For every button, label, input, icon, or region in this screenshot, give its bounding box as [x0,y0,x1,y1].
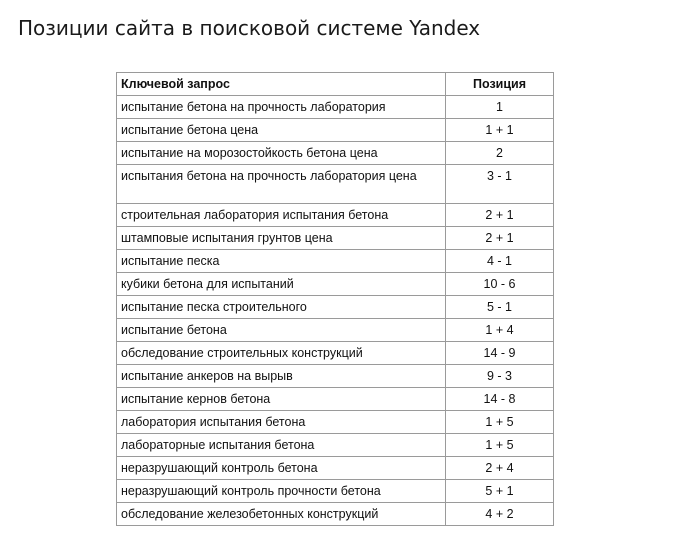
table-row [117,119,554,142]
query-cell: лабораторные испытания бетона [117,434,446,457]
position-cell: 1 + 1 [446,119,554,142]
table-row [117,227,554,250]
positions-table-container [116,72,554,526]
position-cell: 1 + 5 [446,411,554,434]
table-row [117,388,554,411]
query-cell: испытание кернов бетона [117,388,446,411]
query-cell: испытание бетона [117,319,446,342]
query-cell: испытание песка [117,250,446,273]
query-cell: испытание анкеров на вырыв [117,365,446,388]
query-cell: лаборатория испытания бетона [117,411,446,434]
positions-table [116,72,554,526]
table-row [117,365,554,388]
table-row [117,319,554,342]
header-position: Позиция [446,73,554,96]
table-row [117,96,554,119]
table-row [117,434,554,457]
query-cell: испытание бетона на прочность лаборатория [117,96,446,119]
query-cell: обследование железобетонных конструкций [117,503,446,526]
position-cell: 4 + 2 [446,503,554,526]
query-cell: штамповые испытания грунтов цена [117,227,446,250]
table-row [117,296,554,319]
query-cell: испытание бетона цена [117,119,446,142]
position-cell: 14 - 9 [446,342,554,365]
header-keyword-query: Ключевой запрос [117,73,446,96]
position-cell: 5 - 1 [446,296,554,319]
query-cell: кубики бетона для испытаний [117,273,446,296]
table-row [117,480,554,503]
table-row [117,204,554,227]
position-cell: 2 + 1 [446,227,554,250]
table-header-row [117,73,554,96]
table-row [117,342,554,365]
position-cell: 10 - 6 [446,273,554,296]
position-cell: 1 [446,96,554,119]
table-row [117,411,554,434]
table-row [117,165,554,204]
position-cell: 5 + 1 [446,480,554,503]
page-title: Позиции сайта в поисковой системе Yandex [18,16,481,40]
position-cell: 3 - 1 [446,165,554,204]
query-cell: испытание на морозостойкость бетона цена [117,142,446,165]
table-row [117,142,554,165]
query-cell: неразрушающий контроль прочности бетона [117,480,446,503]
query-cell: строительная лаборатория испытания бетона [117,204,446,227]
position-cell: 2 + 1 [446,204,554,227]
position-cell: 4 - 1 [446,250,554,273]
query-cell: обследование строительных конструкций [117,342,446,365]
table-row [117,457,554,480]
position-cell: 2 + 4 [446,457,554,480]
query-cell: испытание песка строительного [117,296,446,319]
table-row [117,250,554,273]
table-row [117,503,554,526]
position-cell: 9 - 3 [446,365,554,388]
table-row [117,273,554,296]
query-cell: испытания бетона на прочность лаборатория цена [117,165,446,204]
position-cell: 1 + 5 [446,434,554,457]
position-cell: 14 - 8 [446,388,554,411]
query-cell: неразрушающий контроль бетона [117,457,446,480]
position-cell: 1 + 4 [446,319,554,342]
position-cell: 2 [446,142,554,165]
